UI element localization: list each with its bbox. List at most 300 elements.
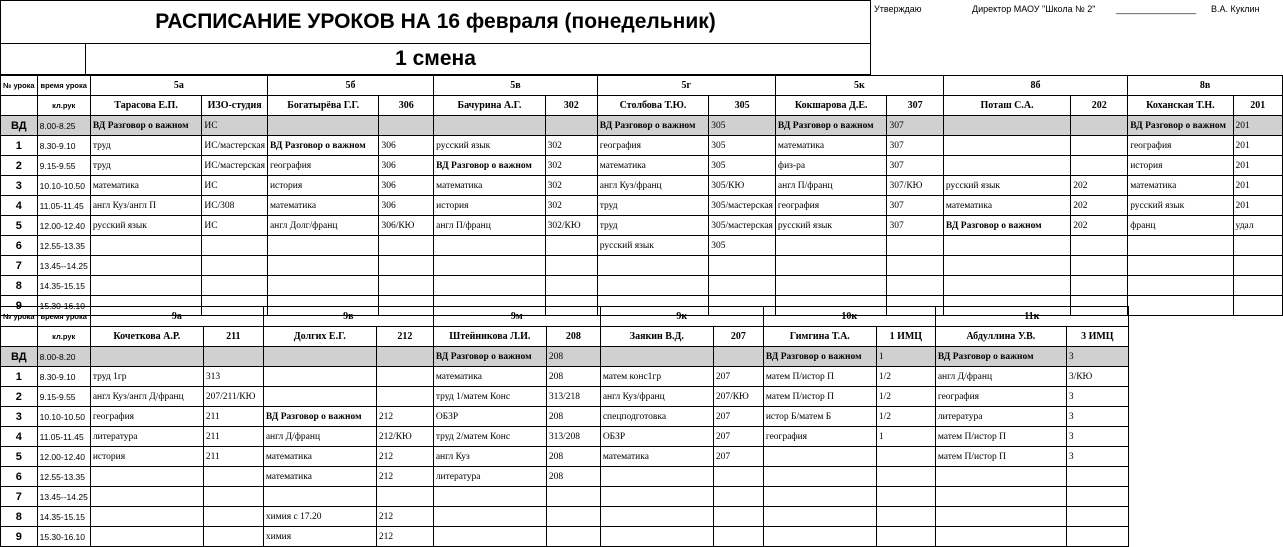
lesson-number: 1 [1,136,38,156]
room-cell [709,256,776,276]
room-cell [203,527,263,547]
class-teacher-header: кл.рук [37,96,90,116]
room-cell: 207 [713,407,763,427]
subject-cell: матем П/истор П [935,427,1066,447]
teacher-row [1,96,1283,116]
subject-cell: истор Б/матем Б [763,407,876,427]
room-cell [376,347,433,367]
room-cell: 207 [713,447,763,467]
room-number: 305 [709,96,776,116]
subject-cell [1128,256,1233,276]
room-number: 3 ИМЦ [1066,327,1128,347]
subject-cell: англ Куз/франц [597,176,709,196]
lesson-row [1,116,1283,136]
lesson-time-header: время урока [37,307,90,327]
subject-cell: труд 2/матем Конс [433,427,546,447]
class-name: 8в [1128,76,1283,96]
lesson-row [1,507,1129,527]
teacher-name: Кокшарова Д.Е. [775,96,887,116]
class-name-row [1,76,1283,96]
lesson-time: 8.00-8.20 [37,347,90,367]
room-cell [1066,507,1128,527]
subject-cell [263,347,376,367]
subject-cell [943,136,1070,156]
subject-cell [935,507,1066,527]
lesson-number: 2 [1,156,38,176]
subject-cell: география [935,387,1066,407]
subject-cell [90,276,202,296]
shift-label: 1 смена [395,47,476,70]
lesson-time: 9.15-9.55 [37,387,90,407]
lesson-number: 3 [1,176,38,196]
lesson-number: 8 [1,507,38,527]
subject-cell: русский язык [434,136,546,156]
lesson-time: 10.10-10.50 [37,176,90,196]
lesson-number: 5 [1,216,38,236]
lesson-time: 9.15-9.55 [37,156,90,176]
room-cell: 305/мастерская [709,216,776,236]
room-cell: 3 [1066,387,1128,407]
room-cell: 1/2 [876,387,935,407]
schedule-table-2 [0,306,1129,547]
lesson-row [1,527,1129,547]
subject-cell: история [267,176,379,196]
subject-cell [434,236,546,256]
teacher-name: Столбова Т.Ю. [597,96,709,116]
subject-cell: англ Долг/франц [267,216,379,236]
subject-cell: математика [263,447,376,467]
subject-cell [1128,276,1233,296]
subject-cell: франц [1128,216,1233,236]
lesson-number: 9 [1,527,38,547]
room-cell: 307 [887,116,943,136]
lesson-number: 2 [1,387,38,407]
lesson-row [1,407,1129,427]
subject-cell: труд [90,156,202,176]
room-cell: 1/2 [876,367,935,387]
lesson-number: 4 [1,196,38,216]
subject-cell [943,256,1070,276]
subject-cell [90,347,203,367]
room-cell [379,116,434,136]
subject-cell: физ-ра [775,156,887,176]
room-cell: 307 [887,156,943,176]
room-cell: 201 [1233,136,1282,156]
lesson-no-header: № урока [1,76,38,96]
subject-cell: русский язык [775,216,887,236]
room-cell [545,276,597,296]
room-cell: 212 [376,447,433,467]
subject-cell: ВД Разговор о важном [1128,116,1233,136]
room-cell [379,256,434,276]
room-cell [876,527,935,547]
room-number: 207 [713,327,763,347]
subject-cell [90,507,203,527]
room-cell: 3 [1066,407,1128,427]
subject-cell [267,116,379,136]
subject-cell: русский язык [943,176,1070,196]
lesson-row [1,347,1129,367]
class-name: 11к [935,307,1128,327]
lesson-row [1,256,1283,276]
subject-cell [267,256,379,276]
lesson-number: 6 [1,236,38,256]
room-cell: 305 [709,116,776,136]
room-cell: 208 [546,407,600,427]
lesson-time: 8.00-8.25 [37,116,90,136]
lesson-number: 5 [1,447,38,467]
lesson-time: 13.45--14.25 [37,487,90,507]
subject-cell: математика [263,467,376,487]
lesson-time: 11.05-11.45 [37,427,90,447]
room-cell [1233,236,1282,256]
room-cell [376,487,433,507]
subject-cell: география [1128,136,1233,156]
subject-cell [775,236,887,256]
subject-cell: история [90,447,203,467]
room-cell: 211 [203,447,263,467]
subject-cell: ВД Разговор о важном [597,116,709,136]
room-number: 1 ИМЦ [876,327,935,347]
lesson-row [1,487,1129,507]
room-cell [887,236,943,256]
subject-cell: математика [90,176,202,196]
subject-cell: спецподготовка [600,407,713,427]
room-cell: 1 [876,427,935,447]
room-cell: ИС [202,116,268,136]
room-cell [545,236,597,256]
room-cell: 306 [379,196,434,216]
room-cell [876,487,935,507]
class-name: 5к [775,76,943,96]
subject-cell: англ Д/франц [263,427,376,447]
room-cell: ИС/308 [202,196,268,216]
room-cell: удал [1233,216,1282,236]
lesson-row [1,427,1129,447]
subject-cell [935,487,1066,507]
room-number: 212 [376,327,433,347]
lesson-number: 8 [1,276,38,296]
subject-cell [943,236,1070,256]
subject-cell: ВД Разговор о важном [433,347,546,367]
subject-cell [433,507,546,527]
subject-cell: ВД Разговор о важном [775,116,887,136]
subject-cell: англ Куз/франц [600,387,713,407]
room-cell [1233,276,1282,296]
room-cell: 306 [379,156,434,176]
subject-cell: матем конс1гр [600,367,713,387]
teacher-name: Долгих Е.Г. [263,327,376,347]
lesson-time: 12.00-12.40 [37,447,90,467]
subject-cell [763,487,876,507]
subject-cell [90,467,203,487]
room-cell [1071,156,1128,176]
room-cell [379,276,434,296]
teacher-name: Гимгина Т.А. [763,327,876,347]
room-number: 202 [1071,96,1128,116]
lesson-number: 6 [1,467,38,487]
subject-cell [434,256,546,276]
subject-cell: литература [935,407,1066,427]
subject-cell: англ Куз/англ Д/франц [90,387,203,407]
lesson-time: 12.00-12.40 [37,216,90,236]
room-cell [1071,256,1128,276]
subject-cell [434,116,546,136]
room-cell: ИС/мастерская [202,136,268,156]
room-cell [887,276,943,296]
subject-cell: история [1128,156,1233,176]
lesson-row [1,196,1283,216]
subject-cell: математика [433,367,546,387]
room-cell [203,507,263,527]
subject-cell: русский язык [597,236,709,256]
room-cell: 307 [887,136,943,156]
room-cell: 207 [713,427,763,447]
class-name: 10к [763,307,935,327]
room-cell [713,467,763,487]
subject-cell [433,487,546,507]
room-cell [876,447,935,467]
room-cell: 305 [709,136,776,156]
subject-cell [763,527,876,547]
room-cell: 313/218 [546,387,600,407]
room-cell: 212 [376,507,433,527]
room-cell: 307 [887,216,943,236]
subject-cell [763,467,876,487]
room-cell [709,276,776,296]
room-cell [887,256,943,276]
room-cell: 202 [1071,176,1128,196]
subject-cell: история [434,196,546,216]
subject-cell [763,507,876,527]
room-cell: 307 [887,196,943,216]
lesson-number: ВД [1,347,38,367]
room-number: ИЗО-студия [202,96,268,116]
subject-cell [434,276,546,296]
subject-cell [267,276,379,296]
teacher-row [1,327,1129,347]
class-name: 5г [597,76,775,96]
subject-cell: труд 1/матем Конс [433,387,546,407]
subject-cell [775,256,887,276]
subject-cell: русский язык [1128,196,1233,216]
room-cell: 3/КЮ [1066,367,1128,387]
subject-cell: ВД Разговор о важном [763,347,876,367]
class-name: 9а [90,307,263,327]
lesson-time: 14.35-15.15 [37,507,90,527]
subject-cell: англ Куз/англ П [90,196,202,216]
subject-cell [90,487,203,507]
room-number: 307 [887,96,943,116]
room-cell: 302 [545,196,597,216]
room-cell: 202 [1071,216,1128,236]
room-cell: 212/КЮ [376,427,433,447]
room-cell [203,487,263,507]
room-cell: 1 [876,347,935,367]
room-cell: 207/КЮ [713,387,763,407]
subject-cell [1128,236,1233,256]
room-cell [876,467,935,487]
room-cell [1233,296,1282,316]
subject-cell: ВД Разговор о важном [943,216,1070,236]
room-cell [545,116,597,136]
room-cell: 212 [376,467,433,487]
room-cell: 208 [546,347,600,367]
subject-cell: математика [267,196,379,216]
director-name: В.А. Куклин [1211,4,1260,14]
subject-cell: география [267,156,379,176]
room-cell [1066,527,1128,547]
subject-cell: математика [597,156,709,176]
lesson-row [1,136,1283,156]
room-cell: 302 [545,176,597,196]
subject-cell [943,276,1070,296]
subject-cell: ВД Разговор о важном [90,116,202,136]
room-cell [376,367,433,387]
room-cell: 306 [379,136,434,156]
class-name-row [1,307,1129,327]
room-cell [546,487,600,507]
room-cell: 1/2 [876,407,935,427]
room-cell: 212 [376,407,433,427]
room-cell [545,256,597,276]
lesson-time: 8.30-9.10 [37,136,90,156]
lesson-time: 11.05-11.45 [37,196,90,216]
schedule-table-1 [0,75,1283,316]
teacher-name: Абдуллина У.В. [935,327,1066,347]
approve-label: Утверждаю [874,4,922,14]
room-cell: 211 [203,407,263,427]
teacher-name: Коханская Т.Н. [1128,96,1233,116]
room-cell: 305/мастерская [709,196,776,216]
lesson-time: 10.10-10.50 [37,407,90,427]
shift-left-cell [1,44,86,74]
room-cell: 3 [1066,447,1128,467]
room-cell [1071,136,1128,156]
class-name: 8б [943,76,1127,96]
subject-cell: матем П/истор П [763,367,876,387]
subject-cell [263,487,376,507]
room-cell [713,347,763,367]
class-name: 5а [90,76,267,96]
class-name: 9к [600,307,763,327]
class-name: 9в [263,307,433,327]
subject-cell [597,256,709,276]
subject-cell [90,527,203,547]
room-cell: 212 [376,527,433,547]
subject-cell [943,156,1070,176]
room-cell [202,276,268,296]
room-number: 211 [203,327,263,347]
subject-cell: ВД Разговор о важном [935,347,1066,367]
room-cell [713,527,763,547]
teacher-name: Заякин В.Д. [600,327,713,347]
room-cell: ИС [202,216,268,236]
room-cell: 3 [1066,347,1128,367]
room-cell: 207/211/КЮ [203,387,263,407]
subject-cell: англ Куз [433,447,546,467]
subject-cell [90,256,202,276]
lesson-time: 13.45--14.25 [37,256,90,276]
approval-block [871,0,1283,75]
subject-cell: география [597,136,709,156]
room-cell [202,256,268,276]
subject-cell: математика [1128,176,1233,196]
signature-line: ________________ [1116,4,1197,14]
room-cell [546,507,600,527]
room-cell [1071,236,1128,256]
room-cell [1071,276,1128,296]
room-cell: 3 [1066,427,1128,447]
subject-cell [90,236,202,256]
lesson-number: 3 [1,407,38,427]
room-cell: 201 [1233,176,1282,196]
room-cell: 305 [709,156,776,176]
subject-cell [263,367,376,387]
room-cell: ИС [202,176,268,196]
subject-cell: математика [775,136,887,156]
subject-cell: география [775,196,887,216]
lesson-time: 12.55-13.35 [37,236,90,256]
lesson-time: 15.30-16.10 [37,527,90,547]
lesson-row [1,176,1283,196]
room-cell [713,507,763,527]
room-cell [203,467,263,487]
subject-cell [433,527,546,547]
room-number: 302 [545,96,597,116]
subject-cell: матем П/истор П [935,447,1066,467]
room-cell: 202 [1071,196,1128,216]
lesson-no-header: № урока [1,307,38,327]
class-teacher-header: кл.рук [37,327,90,347]
subject-cell: русский язык [90,216,202,236]
subject-cell [600,347,713,367]
subject-cell: математика [943,196,1070,216]
room-number: 306 [379,96,434,116]
room-cell: 313 [203,367,263,387]
lesson-row [1,276,1283,296]
subject-cell [943,116,1070,136]
subject-cell [935,467,1066,487]
class-name: 5б [267,76,433,96]
lesson-row [1,236,1283,256]
room-cell: 208 [546,447,600,467]
teacher-name: Богатырёва Г.Г. [267,96,379,116]
subject-cell: ОБЗР [433,407,546,427]
teacher-name: Поташ С.А. [943,96,1070,116]
subject-cell [935,527,1066,547]
room-cell [1233,256,1282,276]
subject-cell: литература [90,427,203,447]
room-cell: 305/КЮ [709,176,776,196]
subject-cell: ОБЗР [600,427,713,447]
room-cell: 313/208 [546,427,600,447]
room-cell [203,347,263,367]
room-cell: 208 [546,367,600,387]
lesson-time: 8.30-9.10 [37,367,90,387]
lesson-number: 7 [1,256,38,276]
room-cell: 305 [709,236,776,256]
room-cell: 306 [379,176,434,196]
subject-cell: география [763,427,876,447]
room-cell: 211 [203,427,263,447]
room-cell: 207 [713,367,763,387]
lesson-time: 14.35-15.15 [37,276,90,296]
room-cell: 201 [1233,196,1282,216]
lesson-number: ВД [1,116,38,136]
teacher-name: Тарасова Е.П. [90,96,202,116]
lesson-row [1,467,1129,487]
